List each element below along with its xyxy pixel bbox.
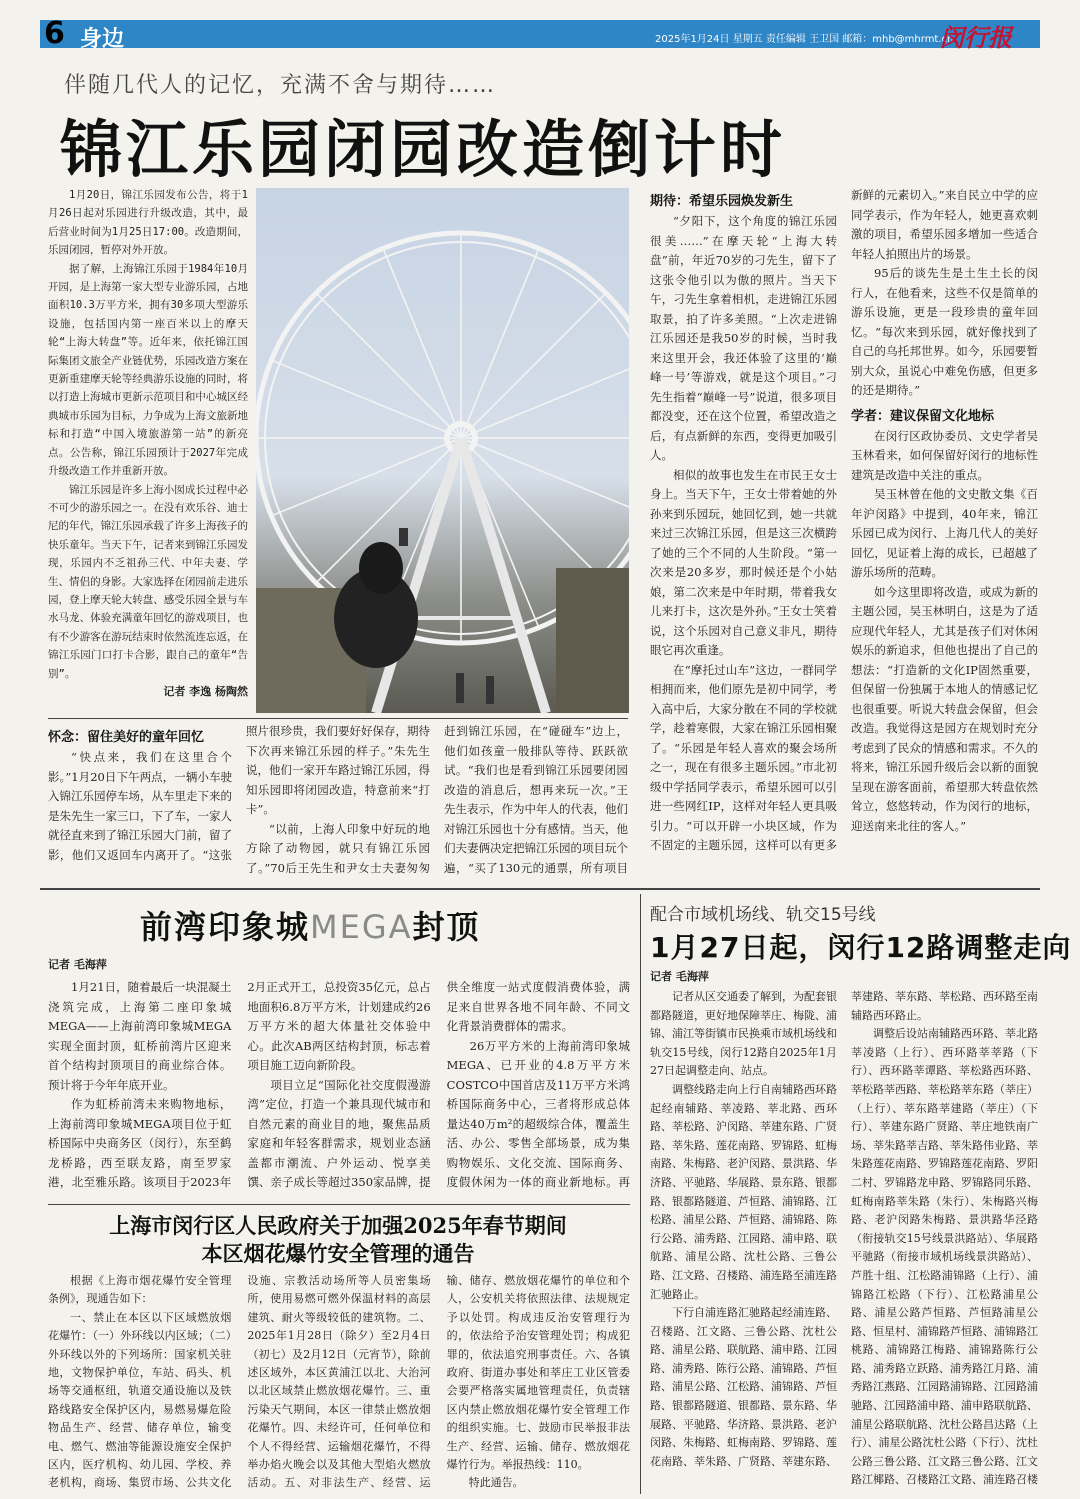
column-divider (48, 718, 628, 719)
subhead-scholar: 学者：建议保留文化地标 (851, 408, 995, 424)
notice-body (48, 1272, 630, 1494)
mega-byline: 记者 毛海萍 (48, 958, 107, 971)
mega-body (48, 978, 630, 1198)
body-paragraph: 在闵行区政协委员、文史学者吴玉林看来，如何保留好闵行的地标性建筑是改造中关注的重点。 (851, 428, 1038, 482)
body-paragraph: “夕阳下，这个角度的锦江乐园很美……”在摩天轮“上海大转盘”前，年近70岁的刁先生，留下了这张令他引以为傲的照片。当天下午，刁先生拿着相机，走进锦江乐园取景，拍了许多美照。“上次走进锦江乐园还是我50岁的时候，当时我来这里开会，我还体验了这里的‘巅峰一号’等游戏，就是这个项目。”刁先生指着“巅峰一号”说道，很多项目都没变，还在这个位置，希望改造之后，有点新鲜的东西，变得更加吸引人。 (650, 214, 837, 462)
body-paragraph: 95后的谈先生是土生土长的闵行人，在他看来，这些不仅是简单的游乐设施，更是一段珍贵的童年回忆。“每次来到乐园，就好像找到了自己的乌托邦世界。如今，乐园要暂别大众，虽说心中难免伤感，但更多的还是期待。” (851, 266, 1038, 397)
lead-column (48, 186, 248, 706)
body-paragraph: 在“摩托过山车”这边，一群同学相拥而来，他们原先是初中同学，考入高中后，大家分散在不同的学校就学，趁着寒假，大家在锦江乐园相聚了。“乐园是年轻人喜欢的聚会场所之一，现在有很多主题乐园。”市北初级中学括同学表示，希望乐园可以引进一些网红IP，这样对年轻人更具吸引力。“可以开辟一小块区域，作为不固定的主题乐园，这样可以有更多新鲜的元素切入。”来自民立中学的应同学表示，作为年轻人，她更喜欢刺激的项目，希望乐园多增加一些适合年轻人拍照出片的场景。 (650, 188, 1038, 852)
main-headline: 锦江乐园闭园改造倒计时 (60, 113, 787, 186)
body-paragraph: “以前，上海人印象中好玩的地方除了动物园，就只有锦江乐园了。”70后王先生和尹女士夫妻匆匆赶到锦江乐园，在“碰碰车”边上，他们如孩童一般排队等待、跃跃欲试。“我们也是看到锦江乐园要闭园改造的消息后，想再来玩一次。”王先生表示，作为中年人的代表，他们对锦江乐园也十分有感情。当天，他们夫妻俩决定把锦江乐园的项目玩个遍，“买了130元的通票，所有项目 (246, 724, 628, 875)
bus-body (650, 988, 1038, 1493)
body-paragraph: 下行自浦连路汇驰路起经浦连路、召楼路、江文路、三鲁公路、沈杜公路、浦星公路、联航路、浦申路、江园路、浦秀路、陈行公路、浦锦路、芦恒路、浦星公路、江松路、浦锦路、芦恒路、银都路隧道、银都路、景东路、华展路、平驰路、华济路、景洪路、老沪闵路、朱梅路、虹梅南路、罗锦路、莲花南路、莘朱路、广贤路、莘建东路、莘建路、莘东路、莘松路、西环路至南辅路西环路止。 (650, 990, 1038, 1468)
body-paragraph: 根据《上海市烟花爆竹安全管理条例》，现通告如下： (48, 1274, 232, 1306)
lead-paragraph: 据了解，上海锦江乐园于1984年10月开园，是上海第一家大型专业游乐园，占地面积10.3万平方米，拥有30多项大型游乐设施，包括国内第一座百米以上的摩天轮“上海大转盘”等。近年来，依托锦江国际集团文旅全产业链优势，乐园改造方案在更新重建摩天轮等经典游乐设施的同时，将以打造上海城市更新示范项目和中心城区经典城市乐园为目标，力争成为上海文旅新地标和打造“中国入境旅游第一站”的新亮点。公告称，锦江乐园预计于2027年完成升级改造工作并重新开放。 (48, 262, 248, 478)
body-paragraph: 项目立足“国际化社交度假漫游湾”定位，打造一个兼具现代城市和自然元素的商业目的地，聚焦品质家庭和年轻客群需求，规划业态涵盖都市潮流、户外运动、悦享美馔、亲子成长等超过350家品牌，提供全维度一站式度假消费体验，满足来自世界各地不同年龄、不同文化背景消费群体的需求。 (247, 980, 630, 1189)
mega-headline: 前湾印象城MEGA封顶 (140, 908, 481, 946)
notice-divider (48, 1204, 630, 1205)
main-byline: 记者 李逸 杨陶然 (163, 684, 248, 698)
lead-paragraph: 1月20日，锦江乐园发布公告，将于1月26日起对乐园进行升级改造，其中，最后营业时间为1月25日17:00。改造期间，乐园闭园，暂停对外开放。 (48, 189, 248, 257)
notice-title-line1: 上海市闵行区人民政府关于加强2025年春节期间 (109, 1213, 567, 1238)
body-paragraph: 26万平方米的上海前湾印象城MEGA、已开业的4.8万平方米COSTCO中国首店及11万平方米鸿桥国际商务中心，三者将形成总体量达40万m²的超级综合体，覆盖生活、办公、零售全部场景，成为集购物娱乐、文化交流、国际商务、度假休闲为一体的商业新地标。再 (446, 1038, 630, 1189)
subhead-hope: 期待：希望乐园焕发新生 (650, 194, 794, 209)
body-paragraph: 1月21日，随着最后一块混凝土浇筑完成，上海第二座印象城MEGA——上海前湾印象城MEGA实现全面封顶，虹桥前湾片区迎来首个结构封顶项目的商业综合体。预计将于今年年底开业。 (48, 980, 232, 1092)
body-paragraph: “快点来，我们在这里合个影。”1月20日下午两点，一辆小车驶入锦江乐园停车场，从车里走下来的是朱先生一家三口，下了车，一家人就径直来到了锦江乐园大门前，留了影，他们又返回车内离开了。“这张照片很珍贵，我们要好好保存，期待下次再来锦江乐园的样子。”朱先生说，他们一家开车路过锦江乐园，得知乐园即将闭园改造，特意前来“打卡”。 (48, 724, 430, 862)
notice-title-line2: 本区烟花爆竹安全管理的通告 (201, 1241, 475, 1266)
body-paragraph: 调整线路走向上行自南辅路西环路起经南辅路、莘凌路、莘北路、西环路、莘松路、沪闵路、莘建东路、广贤路、莘朱路、莲花南路、罗锦路、虹梅南路、朱梅路、老沪闵路、景洪路、华济路、平驰路、华展路、景东路、银都路、银都路隧道、芦恒路、浦锦路、江松路、浦星公路、芦恒路、浦锦路、陈行公路、浦秀路、江园路、浦申路、联航路、浦星公路、沈杜公路、三鲁公路、江文路、召楼路、浦连路至浦连路汇驰路止。 (650, 1082, 837, 1301)
bus-byline: 记者 毛海萍 (650, 970, 709, 983)
body-paragraph: 记者从区交通委了解到，为配套银都路隧道，更好地保障莘庄、梅陇、浦锦、浦江等街镇市民换乘市域机场线和轨交15号线，闵行12路自2025年1月27日起调整走向、站点。 (650, 990, 837, 1078)
ferris-wheel-icon (256, 188, 629, 713)
bus-headline: 1月27日起，闵行12路调整走向 (650, 931, 1072, 964)
section-name: 身边 (80, 27, 125, 52)
body-paragraph: 调整后设站南辅路西环路、莘北路莘凌路（上行）、西环路莘莘路（下行）、西环路莘谭路、莘松路西环路、莘松路莘西路、莘松路莘东路（莘庄）（上行）、莘东路莘建路（莘庄）（下行）、莘建东路广贤路、莘庄地铁南广场、莘朱路莘吉路、莘朱路伟业路、莘朱路莲花南路、罗锦路莲花南路、罗阳二村、罗锦路龙申路、罗锦路同乐路、虹梅南路莘朱路（朱行）、朱梅路兴梅路、老沪闵路朱梅路、景洪路华泾路（衔接轨交15号线景洪路站）、华展路平驰路（衔接市域机场线景洪路站）、芦胜十组、江松路浦锦路（上行）、浦锦路江松路（下行）、江松路浦星公路、浦星公路芦恒路、芦恒路浦星公路、恒星村、浦锦路芦恒路、浦锦路江桃路、浦锦路江梅路、浦锦路陈行公路、浦秀路立跃路、浦秀路江月路、浦秀路江燕路、江园路浦锦路、江园路浦驰路、江园路浦申路、浦申路联航路、浦星公路联航路、沈杜公路昌达路（上行）、浦星公路沈杜公路（下行）、沈杜公路三鲁公路、江文路三鲁公路、江文路江椰路、召楼路江文路、浦连路召楼 (851, 1027, 1038, 1487)
main-body-lower (48, 722, 628, 880)
header-info: 2025年1月24日 星期五 责任编辑 王卫国 邮箱：mhb@mhrmt.cn (655, 34, 954, 45)
vertical-divider (640, 894, 641, 1494)
body-paragraph: 吴玉林曾在他的文史散文集《百年沪闵路》中提到，40年来，锦江乐园已成为闵行、上海几代人的美好回忆，见证着上海的成长，已超越了游乐场所的范畴。 (851, 487, 1038, 579)
lead-paragraph: 锦江乐园是许多上海小囡成长过程中必不可少的游乐园之一。在没有欢乐谷、迪士尼的年代，锦江乐园承载了许多上海孩子的快乐童年。当天下午，记者来到锦江乐园发现，乐园内不乏祖孙三代、中年夫妻、学生、情侣的身影。大家选择在闭园前走进乐园，登上摩天轮大转盘、感受乐园全景与车水马龙、体验充满童年回忆的游戏项目，也有不少游客在游玩结束时依然流连忘返，在锦江乐园门口打卡合影，跟自己的童年“告别”。 (48, 483, 248, 680)
body-paragraph: 如今这里即将改造，或成为新的主题公园，吴玉林明白，这是为了适应现代年轻人，尤其是孩子们对休闲娱乐的新追求，但他也提出了自己的想法：“打造新的文化IP固然重要，但保留一份独属于本地人的情感记忆也很重要。听说大转盘会保留，但会改造。我觉得这是园方在规划时充分考虑到了民众的情感和需求。不久的将来，锦江乐园升级后会以新的面貌呈现在游客面前，希望那大转盘依然耸立，悠悠转动，作为闵行的地标，迎送南来北往的客人。” (851, 584, 1038, 833)
page-number: 6 (44, 16, 65, 51)
main-body-right (650, 186, 1038, 880)
body-paragraph: 一、禁止在本区以下区域燃放烟花爆竹：（一）外环线以内区域；（二）外环线以外的下列场所：国家机关驻地，文物保护单位，车站、码头、机场等交通枢纽，轨道交通设施以及铁路线路安全保护区内，易燃易爆危险物品生产、经营、储存单位，输变电、燃气、燃油等能源设施安全保护区内，医疗机构、幼儿园、学校、养老机构，商场、集贸市场、公共文化设施、宗教活动场所等人员密集场所，使用易燃可燃外保温材料的高层建筑、耐火等级较低的建筑物。二、2025年1月28日（除夕）至2月4日（初七）及2月12日（元宵节），除前述区域外，本区黄浦江以北、大治河以北区域禁止燃放烟花爆竹。三、重污染天气期间，本区一律禁止燃放烟花爆竹。四、未经许可，任何单位和个人不得经营、运输烟花爆竹，不得举办焰火晚会以及其他大型焰火燃放活动。五、对非法生产、经营、运输、储存、燃放烟花爆竹的单位和个人，公安机关将依照法律、法规规定予以处罚。构成违反治安管理行为的，依法给予治安管理处罚；构成犯罪的，依法追究刑事责任。六、各镇政府、街道办事处和莘庄工业区管委会要严格落实属地管理责任，负责辖区内禁止燃放烟花爆竹安全管理工作的组织实施。七、鼓励市民举报非法生产、经营、运输、储存、燃放烟花爆竹行为。举报热线：110。 (48, 1274, 630, 1490)
subhead-nostalgia: 怀念：留住美好的童年回忆 (48, 730, 205, 745)
newspaper-logo: 闵行报 (940, 23, 1012, 52)
section-divider (40, 888, 1040, 890)
body-paragraph: 作为虹桥前湾未来购物地标，上海前湾印象城MEGA项目位于虹桥国际中央商务区（闵行），东至鹤龙桥路，西至联友路，南至罗家港，北至雅乐路。该项目于2023年2月正式开工，总投资35亿元，总占地面积6.8万平方米，计划建成约26万平方米的超大体量社交体验中心。此次AB两区结构封顶，标志着项目施工迈向新阶段。 (48, 980, 431, 1189)
body-paragraph: 特此通告。 (468, 1476, 524, 1490)
bus-kicker: 配合市域机场线、轨交15号线 (650, 905, 876, 925)
ferris-wheel-photo (256, 188, 629, 713)
body-paragraph: 相似的故事也发生在市民王女士身上。当天下午，王女士带着她的外孙来到乐园玩，她回忆到，她一共就来过三次锦江乐园，但是这三次横跨了她的三个不同的人生阶段。“第一次来是20多岁，那时候还是个小姑娘，第二次来是中年时期，带着我女儿来打卡，这次是外孙。”王女士笑着说，这个乐园对自己意义非凡，期待眼它再次重逢。 (650, 467, 837, 657)
main-kicker: 伴随几代人的记忆，充满不舍与期待…… (64, 73, 497, 98)
